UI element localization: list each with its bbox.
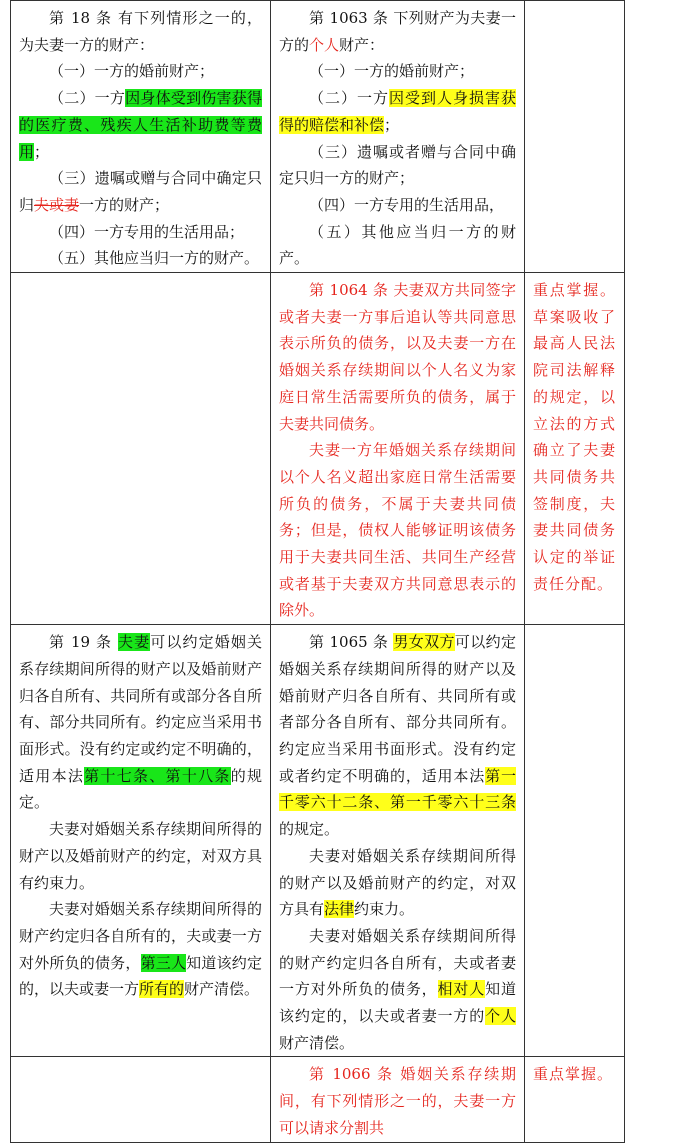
new-article-1065-para-2	[279, 843, 516, 923]
note-cell-empty	[525, 625, 625, 1057]
old-article-19-para-2: 夫妻对婚姻关系存续期间所得的财产以及婚前财产的约定，对双方具有约束力。	[19, 820, 262, 892]
green-highlight: 夫妻	[118, 633, 151, 652]
text-segment: 夫妻对婚姻关系存续期间所得的财产以及婚前财产的约定，对双方具有	[279, 846, 516, 919]
text-segment: 的规定。	[19, 766, 262, 812]
green-highlight: 第十七条、第十八条	[84, 766, 231, 785]
text-segment: （二）一方	[309, 89, 389, 108]
yellow-highlight: 个人	[485, 1007, 516, 1026]
table-row	[11, 625, 625, 1057]
text-segment: 夫妻对婚姻关系存续期间所得的财产约定归各自所有的，夫或妻一方对外所负的债务，	[19, 900, 262, 972]
table-row	[11, 1057, 625, 1142]
new-article-1065	[271, 625, 525, 1057]
new-article-1064-para-1: 第 1064 条 夫妻双方共同签字或者夫妻一方事后追认等共同意思表示所负的债务，以及夫妻一方在婚姻关系存续期间以个人名义为家庭日常生活需要所负的债务，属于夫妻共同债务。	[279, 281, 516, 433]
text-segment: 财产：	[339, 35, 385, 54]
new-article-1065-para-1	[279, 629, 516, 843]
yellow-highlight: 相对人	[437, 980, 486, 999]
text-segment: 知道该约定的，以夫或妻一方	[19, 953, 262, 999]
text-segment: 第 19 条	[49, 633, 118, 652]
yellow-highlight: 第一千零六十二条、第一千零六十三条	[279, 766, 516, 812]
yellow-highlight: 因受到人身损害获得的赔偿和补偿	[279, 89, 516, 134]
new-article-1063-item-2	[279, 85, 516, 138]
note-article-1064	[525, 273, 625, 625]
text-segment: （三）遗嘱或赠与合同中确定只归	[19, 169, 262, 214]
old-article-18-item-2	[19, 85, 262, 165]
text-segment: 第 1065 条	[309, 633, 394, 652]
new-article-1064-para-2: 夫妻一方年婚姻关系存续期间以个人名义超出家庭日常生活需要所负的债务，不属于夫妻共同债务；但是，债权人能够证明该债务用于夫妻共同生活、共同生产经营或者基于夫妻双方共同意思表示的除外。	[279, 441, 516, 620]
added-text: 个人	[309, 35, 340, 54]
text-segment: 可以约定婚姻关系存续期间所得的财产以及婚前财产归各自所有、共同所有或者部分各自所有、部分共同所有。约定应当采用书面形式。没有约定或者约定不明确的，适用本法	[279, 633, 516, 785]
note-article-1066	[525, 1057, 625, 1142]
old-article-18-head: 第 18 条 有下列情形之一的，为夫妻一方的财产：	[19, 9, 262, 54]
text-segment: 一方的财产；	[79, 195, 170, 214]
old-cell-empty	[11, 273, 271, 625]
new-article-1063-item-3: （三）遗嘱或者赠与合同中确定只归一方的财产；	[279, 142, 516, 188]
old-article-18-item-5: （五）其他应当归一方的财产。	[49, 249, 260, 268]
new-article-1065-para-3	[279, 923, 516, 1057]
note-cell-empty	[525, 1, 625, 273]
text-segment: 夫妻对婚姻关系存续期间所得的财产约定归各自所有，夫或者妻一方对外所负的债务，	[279, 926, 516, 999]
deleted-text: 夫或妻	[34, 195, 80, 214]
text-segment: ；	[384, 115, 400, 134]
text-segment: 知道该约定的，以夫或者妻一方的	[279, 980, 516, 1026]
text-segment: 财产清偿。	[184, 980, 260, 999]
old-article-18-item-3	[19, 165, 262, 218]
old-article-19-para-1	[19, 629, 262, 816]
text-segment: 的规定。	[279, 820, 340, 839]
new-article-1063-item-4: （四）一方专用的生活用品，	[309, 195, 505, 214]
text-segment: （二）一方	[49, 89, 126, 108]
yellow-highlight: 法律	[324, 900, 355, 919]
yellow-highlight: 男女双方	[393, 633, 455, 652]
old-article-18	[11, 1, 271, 273]
yellow-highlight: 所有的	[139, 980, 185, 999]
note-text: 重点掌握。草案吸收了最高人民法院司法解释的规定，以立法的方式确立了夫妻共同债务共签制度，夫妻共同债务认定的举证责任分配。	[533, 281, 616, 593]
new-article-1063-item-5: （五）其他应当归一方的财产。	[279, 222, 516, 268]
new-article-1064	[271, 273, 525, 625]
old-cell-empty	[11, 1057, 271, 1142]
text-segment: 财产清偿。	[279, 1033, 355, 1052]
text-segment: 约束力。	[354, 900, 415, 919]
table-row	[11, 1, 625, 273]
new-article-1066-para-1: 第 1066 条 婚姻关系存续期间，有下列情形之一的，夫妻一方可以请求分割共	[279, 1065, 516, 1137]
text-segment: 第 1063 条 下列财产为夫妻一方的	[279, 9, 516, 54]
old-article-18-item-1: （一）一方的婚前财产；	[49, 62, 215, 81]
new-article-1063	[271, 1, 525, 273]
old-article-18-item-4: （四）一方专用的生活用品；	[49, 222, 245, 241]
new-article-1063-head	[279, 5, 516, 58]
green-highlight: 第三人	[140, 953, 187, 972]
text-segment: 可以约定婚姻关系存续期间所得的财产以及婚前财产归各自所有、共同所有或部分各自所有、部分共同所有。约定应当采用书面形式。没有约定或约定不明确的，适用本法	[19, 633, 262, 785]
text-segment: ；	[34, 142, 50, 161]
table-row	[11, 273, 625, 625]
green-highlight: 因身体受到伤害获得的医疗费、残疾人生活补助费等费用	[19, 89, 262, 161]
note-text: 重点掌握。	[533, 1065, 614, 1084]
old-article-19	[11, 625, 271, 1057]
new-article-1066	[271, 1057, 525, 1142]
old-article-19-para-3	[19, 896, 262, 1003]
law-comparison-table	[10, 0, 625, 1143]
new-article-1063-item-1: （一）一方的婚前财产；	[309, 62, 475, 81]
